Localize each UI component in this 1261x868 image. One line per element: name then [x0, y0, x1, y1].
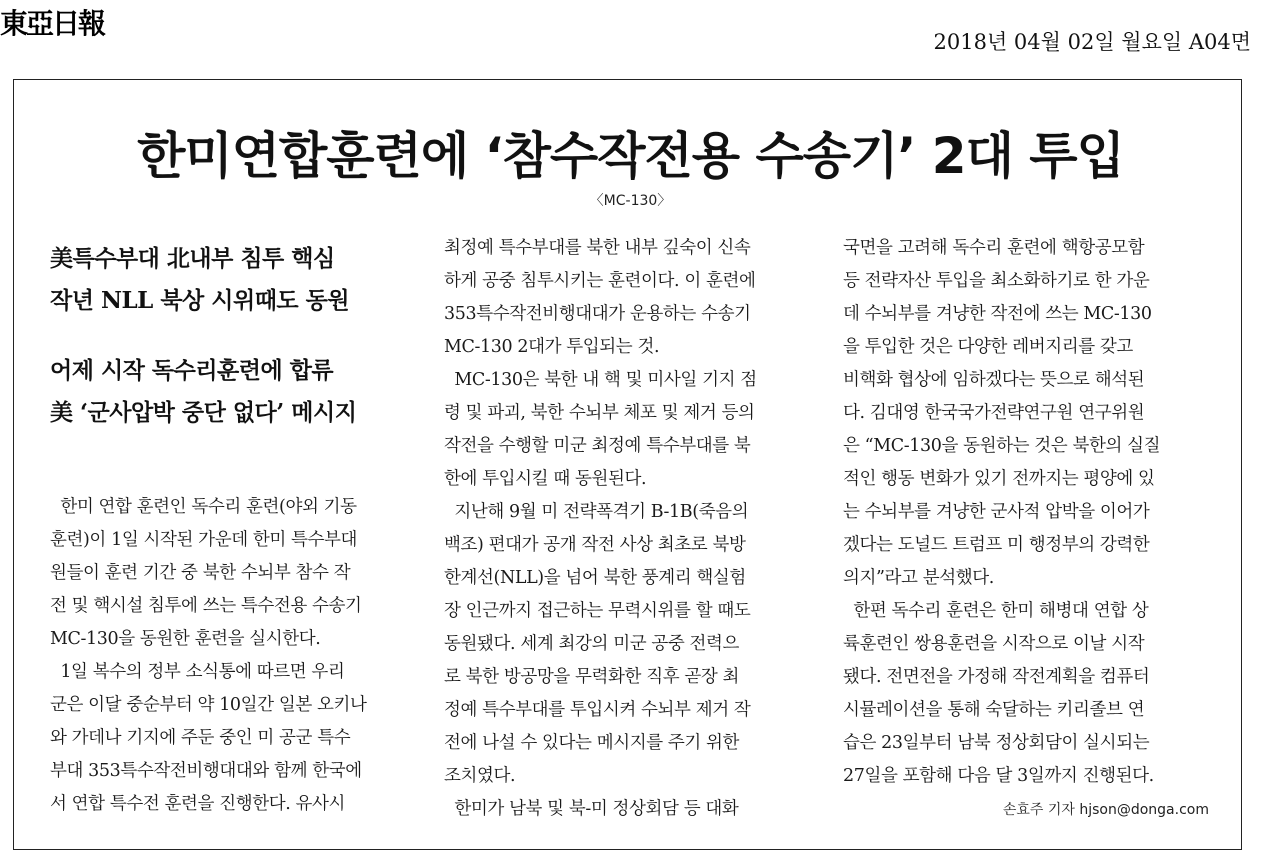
article-text-line: 다. 김대영 한국국가전략연구원 연구위원 [843, 403, 1145, 423]
article-text-line: 을 투입한 것은 다양한 레버지리를 갖고 [843, 337, 1133, 357]
publication-date: 2018년 04월 02일 월요일 A04면 [933, 30, 1251, 54]
article-text-line: 정예 특수부대를 투입시켜 수뇌부 제거 작 [444, 700, 751, 720]
article-text-line: 서 연합 특수전 훈련을 진행한다. 유사시 [50, 794, 346, 814]
article-text-line: 한계선(NLL)을 넘어 북한 풍계리 핵실험 [444, 568, 746, 588]
reporter-byline: 손효주 기자 hjson@donga.com [1002, 802, 1209, 818]
article-text-line: 와 가데나 기지에 주둔 중인 미 공군 특수 [50, 728, 351, 748]
article-text-line: 의지”라고 분석했다. [843, 568, 994, 588]
article-text-line: 조치였다. [444, 766, 516, 786]
article-text-line: 1일 복수의 정부 소식통에 따르면 우리 [50, 662, 345, 682]
article-text-line: 륙훈련인 쌍용훈련을 시작으로 이날 시작 [843, 634, 1145, 654]
article-text-line: 한미가 남북 및 북-미 정상회담 등 대화 [444, 799, 739, 819]
article-text-line: 데 수뇌부를 겨냥한 작전에 쓰는 MC-130 [843, 304, 1152, 324]
article-text-line: 등 전략자산 투입을 최소화하기로 한 가운 [843, 271, 1150, 291]
article-text-line: 27일을 포함해 다음 달 3일까지 진행된다. [843, 766, 1154, 786]
article-text-line: 작전을 수행할 미군 최정예 특수부대를 북 [444, 436, 751, 456]
article-column-1 [50, 491, 432, 821]
article-text-line: 은 “MC-130을 동원하는 것은 북한의 실질 [843, 436, 1161, 456]
article-text-line: 로 북한 방공망을 무력화한 직후 곧장 최 [444, 667, 740, 687]
article-text-line: 됐다. 전면전을 가정해 작전계획을 컴퓨터 [843, 667, 1150, 687]
article-text-line: 부대 353특수작전비행대대와 함께 한국에 [50, 761, 362, 781]
article-headline: 한미연합훈련에 ‘참수작전용 수송기’ 2대 투입 [137, 127, 1124, 185]
article-text-line: 한미 연합 훈련인 독수리 훈련(야외 기동 [50, 497, 357, 517]
article-text-line: 령 및 파괴, 북한 수뇌부 체포 및 제거 등의 [444, 403, 755, 423]
subheadline: 작년 NLL 북상 시위때도 동원 [50, 287, 350, 314]
article-text-line: 시뮬레이션을 통해 숙달하는 키리졸브 연 [843, 700, 1145, 720]
article-text-line: 훈련)이 1일 시작된 가운데 한미 특수부대 [50, 530, 358, 550]
article-text-line: 지난해 9월 미 전략폭격기 B-1B(죽음의 [444, 502, 749, 522]
subheadline: 美특수부대 北내부 침투 핵심 [50, 245, 335, 272]
article-text-line: 최정예 특수부대를 북한 내부 깊숙이 신속 [444, 238, 751, 258]
article-text-line: 겠다는 도널드 트럼프 미 행정부의 강력한 [843, 535, 1150, 555]
article-column-3 [843, 232, 1215, 793]
article-text-line: 적인 행동 변화가 있기 전까지는 평양에 있 [843, 469, 1155, 489]
photo-caption: 〈MC-130〉 [589, 193, 672, 209]
article-text-line: MC-130을 동원한 훈련을 실시한다. [50, 629, 321, 649]
article-text-line: 353특수작전비행대대가 운용하는 수송기 [444, 304, 751, 324]
article-text-line: 전 및 핵시설 침투에 쓰는 특수전용 수송기 [50, 596, 362, 616]
article-text-line: 국면을 고려해 독수리 훈련에 핵항공모함 [843, 238, 1145, 258]
article-text-line: 한에 투입시킬 때 동원된다. [444, 469, 647, 489]
article-text-line: 전에 나설 수 있다는 메시지를 주기 위한 [444, 733, 740, 753]
article-text-line: 군은 이달 중순부터 약 10일간 일본 오키나 [50, 695, 367, 715]
article-text-line: 비핵화 협상에 임하겠다는 뜻으로 해석된 [843, 370, 1145, 390]
subheadlines [50, 238, 430, 434]
newspaper-masthead: 東亞日報 [0, 7, 105, 40]
article-text-line: 원들이 훈련 기간 중 북한 수뇌부 참수 작 [50, 563, 351, 583]
article-text-line: 습은 23일부터 남북 정상회담이 실시되는 [843, 733, 1150, 753]
article-text-line: MC-130은 북한 내 핵 및 미사일 기지 점 [444, 370, 757, 390]
article-text-line: 한편 독수리 훈련은 한미 해병대 연합 상 [843, 601, 1149, 621]
subheadline: 美 ‘군사압박 중단 없다’ 메시지 [50, 399, 357, 426]
article-text-line: 동원됐다. 세계 최강의 미군 공중 전력으 [444, 634, 740, 654]
article-text-line: 장 인근까지 접근하는 무력시위를 할 때도 [444, 601, 751, 621]
article-text-line: 백조) 편대가 공개 작전 사상 최초로 북방 [444, 535, 746, 555]
article-column-2 [444, 232, 816, 826]
subheadline: 어제 시작 독수리훈련에 합류 [50, 357, 334, 384]
article-text-line: 는 수뇌부를 겨냥한 군사적 압박을 이어가 [843, 502, 1150, 522]
article-text-line: MC-130 2대가 투입되는 것. [444, 337, 660, 357]
article-text-line: 하게 공중 침투시키는 훈련이다. 이 훈련에 [444, 271, 756, 291]
